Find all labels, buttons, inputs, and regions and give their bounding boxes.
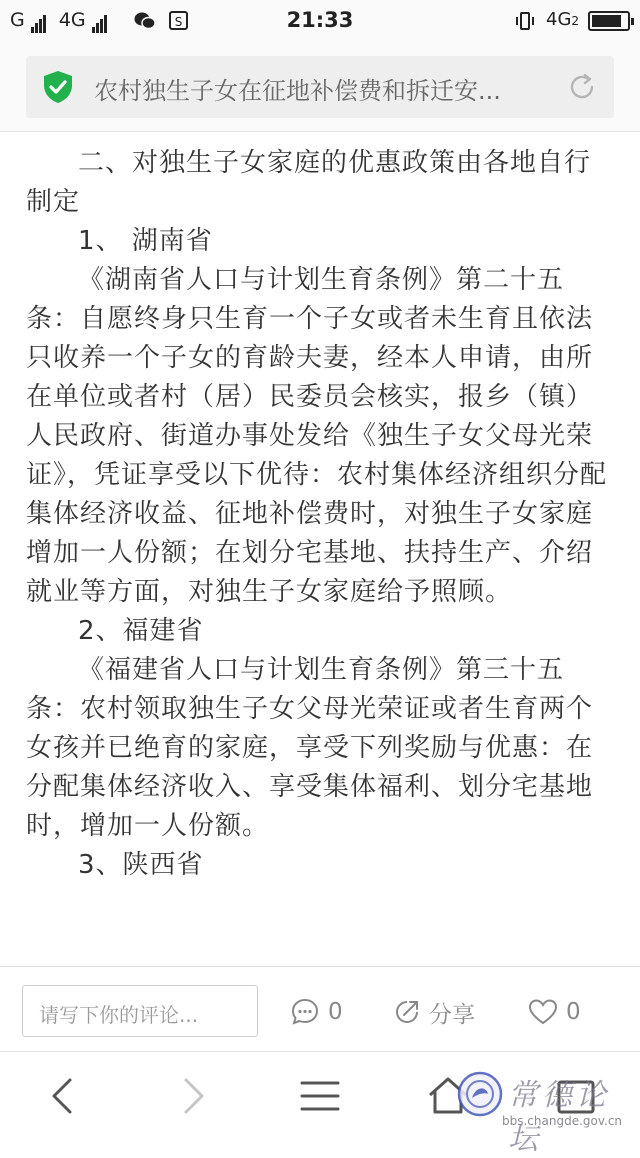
article-paragraph: 2、福建省 [78,616,204,646]
article-paragraph: 1、 湖南省 [78,226,213,256]
clock: 21:33 [286,8,354,32]
carrier-label: G [10,9,25,31]
battery-fill [592,15,621,27]
page-title[interactable]: 农村独生子女在征地补偿费和拆迁安... [94,77,501,105]
back-arrow-icon[interactable] [42,1074,86,1118]
network-label: 4G [58,9,86,31]
network-right [546,9,579,30]
like-button[interactable] [528,997,581,1027]
article-paragraph: 二、对独生子女家庭的优惠政策由各地自行制定 [26,148,592,217]
watermark-url: bbs.changde.gov.cn [502,1114,623,1128]
comments-button[interactable] [290,997,343,1027]
vibrate-icon [514,11,536,31]
forward-arrow-icon[interactable] [170,1074,214,1118]
comment-input[interactable]: 请写下你的评论... [22,985,258,1037]
comment-count: 0 [328,999,343,1025]
share-icon [393,998,421,1026]
article-paragraph: 《湖南省人口与计划生育条例》第二十五条：自愿终身只生育一个子女或者未生育且依法只收养一个子女的育龄夫妻，经本人申请，由所在单位或者村（居）民委员会核实，报乡（镇）人民政府、街道办事处发给《独生子女父母光荣证》，凭证享受以下优待：农村集体经济组织分配集体经济收益、征地补偿费时，对独生子女家庭增加一人份额；在划分宅基地、扶持生产、介绍就业等方面，对独生子女家庭给予照顾。 [26,265,608,607]
sim-slot-label: 2 [571,14,580,28]
svg-text:S: S [174,15,183,29]
browser-toolbar [0,44,640,132]
like-count: 0 [566,999,581,1025]
menu-icon[interactable] [298,1074,342,1118]
share-button[interactable] [393,997,475,1027]
article-paragraph: 3、陕西省 [78,850,204,880]
heart-icon [528,998,558,1026]
share-label: 分享 [429,1001,475,1028]
article-body[interactable] [0,132,640,966]
address-bar[interactable] [26,56,614,118]
scroll-fade [0,940,640,968]
network-right-label: 4G [546,9,572,30]
comment-bubble-icon [290,997,320,1027]
battery-icon [588,11,630,31]
secure-shield-icon [42,70,74,104]
forum-watermark [454,1064,634,1157]
status-bar [0,0,640,44]
refresh-icon[interactable] [566,71,598,103]
forum-logo-icon [456,1068,504,1120]
article-paragraph: 《福建省人口与计划生育条例》第三十五条：农村领取独生子女父母光荣证或者生育两个女孩并已绝育的家庭，享受下列奖励与优惠：在分配集体经济收入、享受集体福利、划分宅基地时，增加一人份额。 [26,655,594,841]
comment-bar [0,966,640,1052]
watermark-name: 常德论坛 [508,1078,610,1157]
